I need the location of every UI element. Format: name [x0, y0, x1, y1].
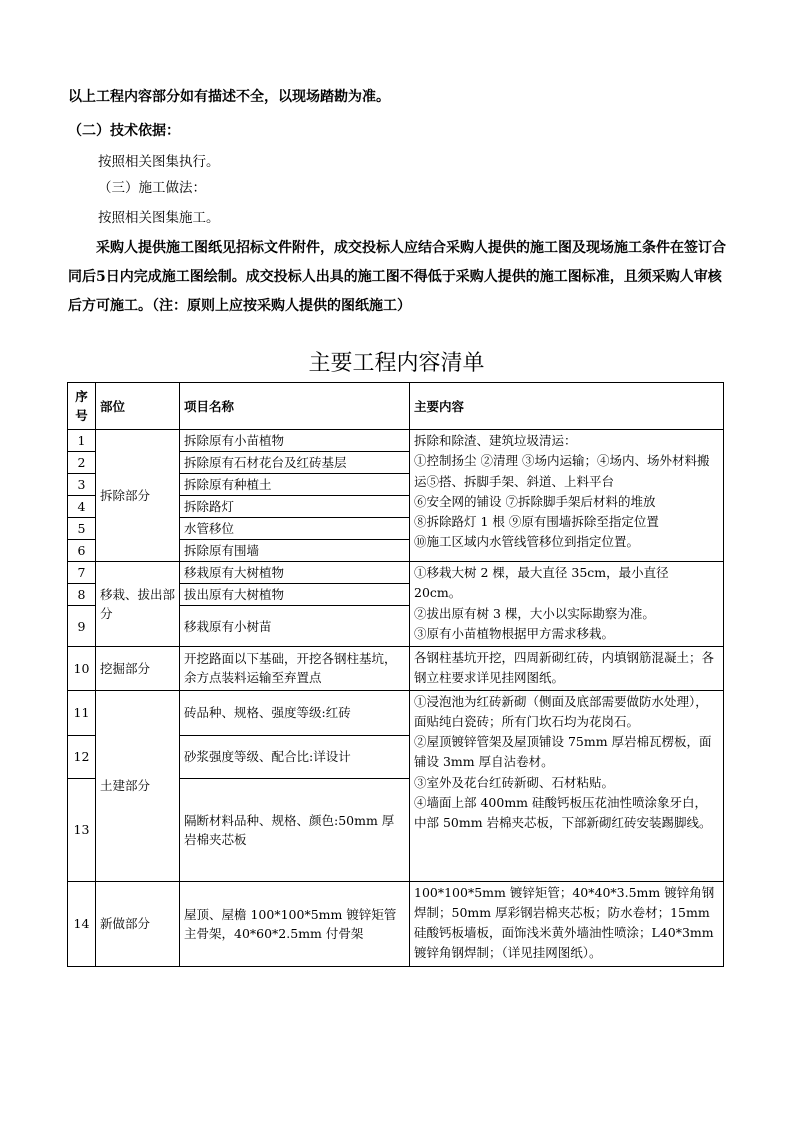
row-no: 2: [68, 452, 96, 474]
row-part: 移栽、拔出部分: [96, 562, 180, 647]
row-part: 挖掘部分: [96, 647, 180, 691]
intro-line-5: 按照相关图集施工。: [98, 210, 220, 226]
row-item: 拆除路灯: [180, 496, 410, 518]
content-line: ⑧拆除路灯 1 根 ⑨原有围墙拆除至指定位置: [414, 514, 659, 530]
table-title: 主要工程内容清单: [308, 351, 485, 376]
row-item: 屋顶、屋檐 100*100*5mm 镀锌矩管主骨架，40*60*2.5mm 付骨架: [180, 881, 410, 966]
row-item: 拆除原有种植土: [180, 474, 410, 496]
row-no: 13: [68, 778, 96, 881]
row-item: 拔出原有大树植物: [180, 584, 410, 606]
row-no: 12: [68, 735, 96, 778]
row-no: 7: [68, 562, 96, 584]
row-item: 拆除原有石材花台及红砖基层: [180, 452, 410, 474]
row-no: 10: [68, 647, 96, 691]
intro-line-3: 按照相关图集执行。: [98, 154, 220, 170]
row-no: 11: [68, 690, 96, 735]
row-no: 8: [68, 584, 96, 606]
row-part: 新做部分: [96, 881, 180, 966]
header-content: 主要内容: [410, 383, 724, 430]
content-line: 各钢柱基坑开挖，四周新砌红砖，内填钢筋混凝土；各钢立柱要求详见挂网图纸。: [414, 650, 715, 686]
content-line: ①控制扬尘 ②清理 ③场内运输；④场内、场外材料搬运⑤搭、拆脚手架、斜道、上料平台: [414, 453, 710, 489]
drawing-requirements-paragraph: 采购人提供施工图纸见招标文件附件，成交投标人应结合采购人提供的施工图及现场施工条件在签订合同后5日内完成施工图绘制。成交投标人出具的施工图不得低于采购人提供的施工图标准，且须采购人审核后方可施工。（注：原则上应按采购人提供的图纸施工）: [68, 240, 726, 314]
content-line: ③室外及花台红砖新砌、石材粘贴。: [414, 774, 615, 790]
content-line: ②拔出原有树 3 棵，大小以实际勘察为准。: [414, 605, 655, 621]
row-content: [410, 562, 724, 647]
table-header-row: [68, 383, 724, 430]
row-item: 砂浆强度等级、配合比:详设计: [180, 735, 410, 778]
table-row: [68, 430, 724, 452]
row-no: 14: [68, 881, 96, 966]
header-no: 序号: [68, 383, 96, 430]
row-part: 拆除部分: [96, 430, 180, 562]
row-no: 6: [68, 540, 96, 562]
row-content: [410, 647, 724, 691]
row-content: [410, 430, 724, 562]
section-heading-construction-method: （三）施工做法：: [98, 180, 206, 196]
intro-line-1: 以上工程内容部分如有描述不全，以现场踏勘为准。: [68, 89, 390, 105]
row-item: 移栽原有大树植物: [180, 562, 410, 584]
row-content: [410, 881, 724, 966]
table-row: [68, 690, 724, 735]
row-item: 拆除原有围墙: [180, 540, 410, 562]
row-item: 开挖路面以下基础，开挖各钢柱基坑，余方点装料运输至弃置点: [180, 647, 410, 691]
row-no: 5: [68, 518, 96, 540]
row-item: 拆除原有小苗植物: [180, 430, 410, 452]
header-item: 项目名称: [180, 383, 410, 430]
row-content: [410, 690, 724, 881]
row-part: 土建部分: [96, 690, 180, 881]
row-no: 4: [68, 496, 96, 518]
row-no: 9: [68, 606, 96, 647]
content-line: ①移栽大树 2 棵，最大直径 35cm，最小直径 20cm。: [414, 565, 669, 601]
content-line: ④墙面上部 400mm 硅酸钙板压花油性喷涂象牙白，中部 50mm 岩棉夹芯板，下部新砌红砖安装踢脚线。: [414, 795, 712, 831]
content-line: ①浸泡池为红砖新砌（侧面及底部需要做防水处理），面贴纯白瓷砖；所有门坎石均为花岗石。: [414, 693, 708, 729]
table-row: [68, 881, 724, 966]
content-line: ⑩施工区域内水管线管移位到指定位置。: [414, 534, 640, 550]
content-line: 拆除和除渣、建筑垃圾清运：: [414, 433, 577, 448]
row-no: 3: [68, 474, 96, 496]
row-item: 移栽原有小树苗: [180, 606, 410, 647]
row-item: 水管移位: [180, 518, 410, 540]
row-item: 砖品种、规格、强度等级:红砖: [180, 690, 410, 735]
section-heading-tech-basis: （二）技术依据：: [68, 123, 180, 139]
work-content-table: [67, 382, 724, 967]
content-line: ②屋顶镀锌管架及屋顶铺设 75mm 厚岩棉瓦楞板，面铺设 3mm 厚自沾卷材。: [414, 734, 712, 770]
table-row: [68, 562, 724, 584]
content-line: ③原有小苗植物根据甲方需求移栽。: [414, 625, 615, 641]
row-item: 隔断材料品种、规格、颜色:50mm 厚岩棉夹芯板: [180, 778, 410, 881]
content-line: ⑥安全网的铺设 ⑦拆除脚手架后材料的堆放: [414, 493, 656, 509]
table-row: [68, 647, 724, 691]
row-no: 1: [68, 430, 96, 452]
content-line: 100*100*5mm 镀锌矩管；40*40*3.5mm 镀锌角钢焊制；50mm 厚彩钢岩棉夹芯板；防水卷材；15mm 硅酸钙板墙板，面饰浅米黄外墙油性喷涂；L40*3mm 镀锌角钢焊制；（详见挂网图纸）。: [414, 884, 715, 961]
header-part: 部位: [96, 383, 180, 430]
